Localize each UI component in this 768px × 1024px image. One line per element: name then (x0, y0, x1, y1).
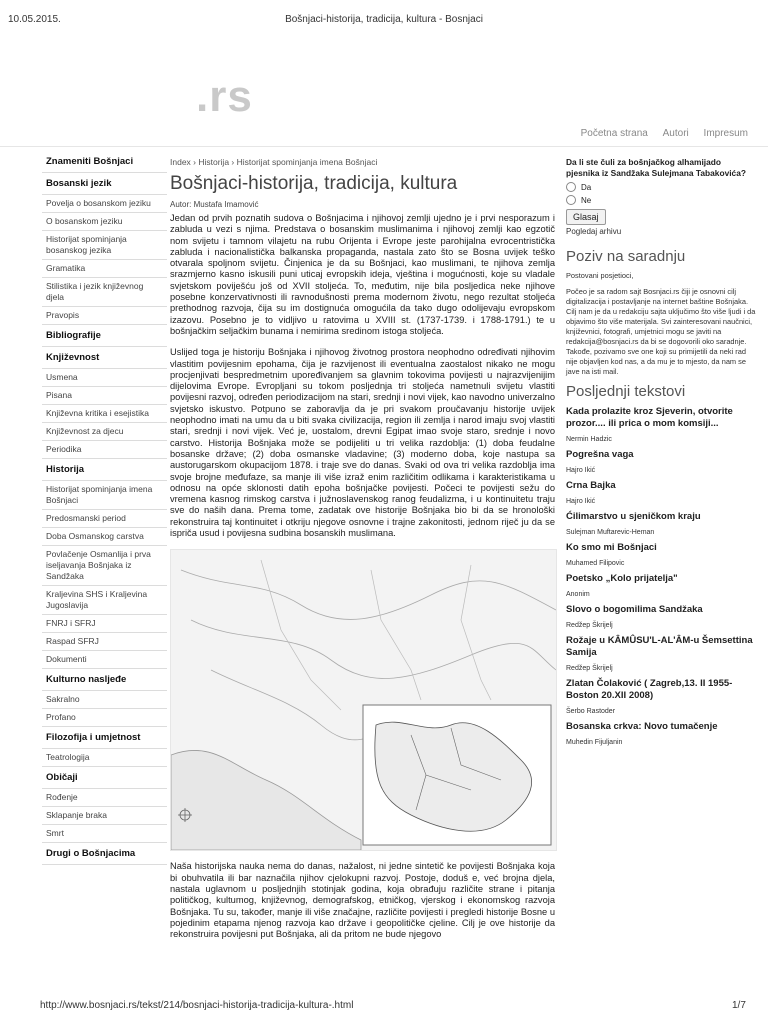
header-divider (0, 146, 768, 147)
sidebar-item[interactable]: Povelja o bosanskom jeziku (42, 195, 167, 213)
sidebar-item[interactable]: Predosmanski period (42, 510, 167, 528)
recent-post-author: Muhedin Fijuljanin (566, 739, 623, 746)
sidebar-item[interactable]: Periodika (42, 441, 167, 459)
recent-post-author: Sulejman Muftarevic-Heman (566, 529, 655, 536)
sidebar-item[interactable]: Pravopis (42, 307, 167, 325)
nav-authors[interactable]: Autori (662, 128, 689, 139)
sidebar-section-heading[interactable]: Običaji (42, 767, 167, 789)
sidebar-section-heading[interactable]: Bosanski jezik (42, 173, 167, 195)
poll-option-yes[interactable] (566, 182, 756, 192)
breadcrumb[interactable]: Index › Historija › Historijat spominjanja imena Bošnjaci (170, 157, 378, 167)
recent-post-title[interactable]: Bosanska crkva: Novo tumačenje (566, 721, 718, 732)
recent-post-title[interactable]: Ko smo mi Bošnjaci (566, 542, 657, 553)
right-sidebar (566, 157, 756, 746)
sidebar-item[interactable]: Usmena (42, 369, 167, 387)
print-page-number: 1/7 (732, 1000, 746, 1011)
recent-post-author: Hajro Ikić (566, 467, 596, 474)
sidebar-item[interactable]: Teatrologija (42, 749, 167, 767)
sidebar-item[interactable]: Profano (42, 709, 167, 727)
recent-post-title[interactable]: Slovo o bogomilima Sandžaka (566, 604, 703, 615)
sidebar-item[interactable]: Doba Osmanskog carstva (42, 528, 167, 546)
invite-text (566, 271, 756, 377)
recent-post-title[interactable]: Kada prolazite kroz Sjeverin, otvorite prozor.... ili prica o mom komsiji... (566, 406, 733, 429)
recent-posts-list (566, 406, 756, 746)
sidebar-item[interactable]: FNRJ i SFRJ (42, 615, 167, 633)
sidebar-item[interactable]: Historijat spominjanja bosanskog jezika (42, 231, 167, 260)
poll-archive-link[interactable]: Pogledaj arhivu (566, 227, 622, 236)
article-paragraph-2: Uslijed toga je historiju Bošnjaka i njihovog životnog prostora neophodno određivati njihovim vlastitim povijesnim epohama, čija je razvijenost ili eventualna zaostalost nikako ne mogu procjenjivati bespredmetnim upoređivanjem sa glavnim tokovima povijesti u najrazvijenijim dijelovima Evrope. Evropljani su tokom posljednja tri stoljeća nametnuli svijetu vlastiti povijesni razvoj, određen periodizacijom na stari, srednji i novi vijek, kao navodno univerzalno svjetsko iskustvo. Potpuno se zaboravlja da je pri svakom proučavanju historije uvijek neophodno imati na umu da u biti svaka civilizacija, region ili zemlja i narod imaju svoj vlastiti stari, srednji i novi vijek. Već je, uostalom, drevni Egipat imao svoje staro, srednje i novo carstvo. Historija Bošnjaka može se podijeliti u tri velika razdoblja: (1) doba feudalne bosanske države; (2) doba osmanske vladavine; (3) moderno doba, koje nastupa sa austorugarskom okupacijom 1878. i traje sve do danas. Svaki od ova tri velika razdoblja ima svoje brojne međufaze, sa manje ili više izraž enim različitim odlikama i karakteristikama u odnosu na opće sklonosti datih epoha bošnjačke povijesti. Počeci te povijesti sežu do vremena kasnog rimskog carstva i južnoslavenskog ranog feudalizma, i u kontinuitetu traju sve do naših dana. Prema tome, zadatak ove historije Bošnjaka bio bi da se hronološki rekonstruira taj kontinuitet i otkriju njegove osnovne i trajne zakonitosti, jednom riječ ju da se ispriča usud i povijesna sudbina bosanskih muslimana. (170, 347, 555, 539)
sidebar-item[interactable]: Pisana (42, 387, 167, 405)
print-doc-title: Bošnjaci-historija, tradicija, kultura - Bosnjaci (285, 14, 483, 25)
invite-heading: Poziv na saradnju (566, 248, 686, 265)
poll-question: Da li ste čuli za bošnjačkog alhamijado pjesnika iz Sandžaka Sulejmana Tabakovića? (566, 157, 746, 178)
radio-icon[interactable] (566, 195, 576, 205)
invite-greeting: Postovani posjetioci, (566, 271, 634, 280)
recent-post-title[interactable]: Rožaje u KÂMÛSU'L-AL'ÂM-u Šemsettina Samija (566, 635, 753, 658)
recent-post-author: Muhamed Filipovic (566, 560, 625, 567)
historical-map-image (170, 549, 557, 851)
recent-posts-heading: Posljednji tekstovi (566, 383, 686, 400)
site-logo[interactable]: .rs (196, 72, 253, 121)
invite-body: Počeo je sa radom sajt Bosnjaci.rs čiji je osnovni cilj digitalizacija i postavljanje na internet baštine Bošnjaka. Cilj nam je da u redakciju sajta uključimo što više ljudi i da objavimo što više materijala. Svi zainteresovani naučnici, književnici, fotografi, umjetnici mogu se javiti na redakcija@bosnjaci.rs da bi se dogovorili oko saradnje. Takođe, pozivamo sve one koji su primijetili da neki rad nije objavljen kod nas, a da mu je to mjesto, da nam se jave na isti mail. (566, 287, 756, 376)
left-sidebar (42, 151, 167, 865)
recent-post-author: Hajro Ikić (566, 498, 596, 505)
sidebar-item[interactable]: Sklapanje braka (42, 807, 167, 825)
recent-post-author: Redžep Škrijelj (566, 665, 613, 672)
article-paragraph-1: Jedan od prvih poznatih sudova o Bošnjacima i njihovoj zemlji ujedno je i prvi nesporazum i zabluda u vezi s njima. Predstava o bosanskim muslimanima i njihovoj zemlji kao egzotič nom svijetu i tamnom vilajetu na rubu Orijenta i Evrope jeste parohijalna evrocentristička zabluda i nacionalistička balkanska propaganda, nastala zato što se Bosna uvijek teško otvarala spoljnom svijetu. Činjenica je da su Bošnjaci, kao muslimani, te njihova zemlja srazmjerno kasno iskusili puni uticaj evropskih ideja, vještina i mogućnosti, koje su vladale svjetskom poviješću još od XVII stoljeća. To, međutim, nije bila posljedica neke njihove posebne konzervativnosti ili ravnodušnosti prema modernom životu, nego rezultat stoljeća prethodnog razvoja, čija su im dostignuća omogućila da tako dugo odolijevaju evropskom izazovu. Posebno je to vidljivo u ratovima u XVIII st. (1737-1739. i 1788-1791.) te u bošnjačkim seljačkim bunama i nemirima sredinom istoga stoljeća. (170, 213, 555, 336)
recent-post-title[interactable]: Ćilimarstvo u sjeničkom kraju (566, 511, 701, 522)
sidebar-section-heading[interactable]: Drugi o Bošnjacima (42, 843, 167, 865)
sidebar-item[interactable]: Sakralno (42, 691, 167, 709)
sidebar-item[interactable]: Smrt (42, 825, 167, 843)
sidebar-item[interactable]: O bosanskom jeziku (42, 213, 167, 231)
recent-post-author: Redžep Škrijelj (566, 622, 613, 629)
vote-button[interactable]: Glasaj (566, 209, 606, 225)
print-url: http://www.bosnjaci.rs/tekst/214/bosnjaci-historija-tradicija-kultura-.html (40, 1000, 354, 1011)
poll-option-label: Da (581, 182, 592, 192)
recent-post-title[interactable]: Pogrešna vaga (566, 449, 634, 460)
nav-impressum[interactable]: Impresum (703, 128, 748, 139)
sidebar-section-heading[interactable]: Historija (42, 459, 167, 481)
top-nav (569, 128, 748, 139)
sidebar-item[interactable]: Gramatika (42, 260, 167, 278)
author-label: Autor: (170, 200, 192, 209)
article-paragraph-3: Naša historijska nauka nema do danas, nažalost, ni jedne sintetič ke povijesti Bošnjaka koja bi obuhvatila ili bar naznačila njihov cjelokupni razvoj. Postoje, doduš e, već brojna djela, nastala uglavnom u posljednjih stotinjak godina, koja obrađuju različite strane i pitanja političkog, kultumog, književnog, demografskog, etničkog, vjerskog i ekonomskog razvoja Bošnjaka. Tu su, također, manje ili više značajne, različite povijesti i pregledi historije Bosne u pojedinim etapama njenog razvoja kao države i geopolitičke cjeline. Cilj je ove historije da rekonstruira povijesni put Bošnjaka, ali da pritom ne bude njegovo (170, 861, 555, 940)
article-author (170, 200, 555, 209)
recent-post-title[interactable]: Zlatan Čolaković ( Zagreb,13. II 1955- Boston 20.XII 2008) (566, 678, 733, 701)
sidebar-item[interactable]: Kraljevina SHS i Kraljevina Jugoslavija (42, 586, 167, 615)
poll-option-no[interactable] (566, 195, 756, 205)
sidebar-section-heading[interactable]: Bibliografije (42, 325, 167, 347)
recent-post-author: Anonim (566, 591, 590, 598)
author-name[interactable]: Mustafa Imamović (193, 200, 259, 209)
poll-option-label: Ne (581, 195, 592, 205)
article-title: Bošnjaci-historija, tradicija, kultura (170, 173, 458, 194)
sidebar-section-heading[interactable]: Znameniti Bošnjaci (42, 151, 167, 173)
sidebar-item[interactable]: Dokumenti (42, 651, 167, 669)
recent-post-author: Šerbo Rastoder (566, 708, 616, 715)
sidebar-section-heading[interactable]: Filozofija i umjetnost (42, 727, 167, 749)
sidebar-item[interactable]: Književna kritika i esejistika (42, 405, 167, 423)
sidebar-section-heading[interactable]: Kulturno nasljeđe (42, 669, 167, 691)
recent-post-author: Nermin Hadzic (566, 436, 612, 443)
sidebar-item[interactable]: Raspad SFRJ (42, 633, 167, 651)
print-date: 10.05.2015. (8, 14, 61, 25)
sidebar-item[interactable]: Književnost za djecu (42, 423, 167, 441)
recent-post-title[interactable]: Poetsko „Kolo prijatelja" (566, 573, 678, 584)
article (170, 157, 555, 950)
sidebar-item[interactable]: Historijat spominjanja imena Bošnjaci (42, 481, 167, 510)
sidebar-item[interactable]: Stilistika i jezik književnog djela (42, 278, 167, 307)
nav-home[interactable]: Početna strana (580, 128, 648, 139)
sidebar-item[interactable]: Povlačenje Osmanlija i prva iseljavanja Bošnjaka iz Sandžaka (42, 546, 167, 586)
recent-post-title[interactable]: Crna Bajka (566, 480, 616, 491)
radio-icon[interactable] (566, 182, 576, 192)
sidebar-section-heading[interactable]: Književnost (42, 347, 167, 369)
sidebar-item[interactable]: Rođenje (42, 789, 167, 807)
